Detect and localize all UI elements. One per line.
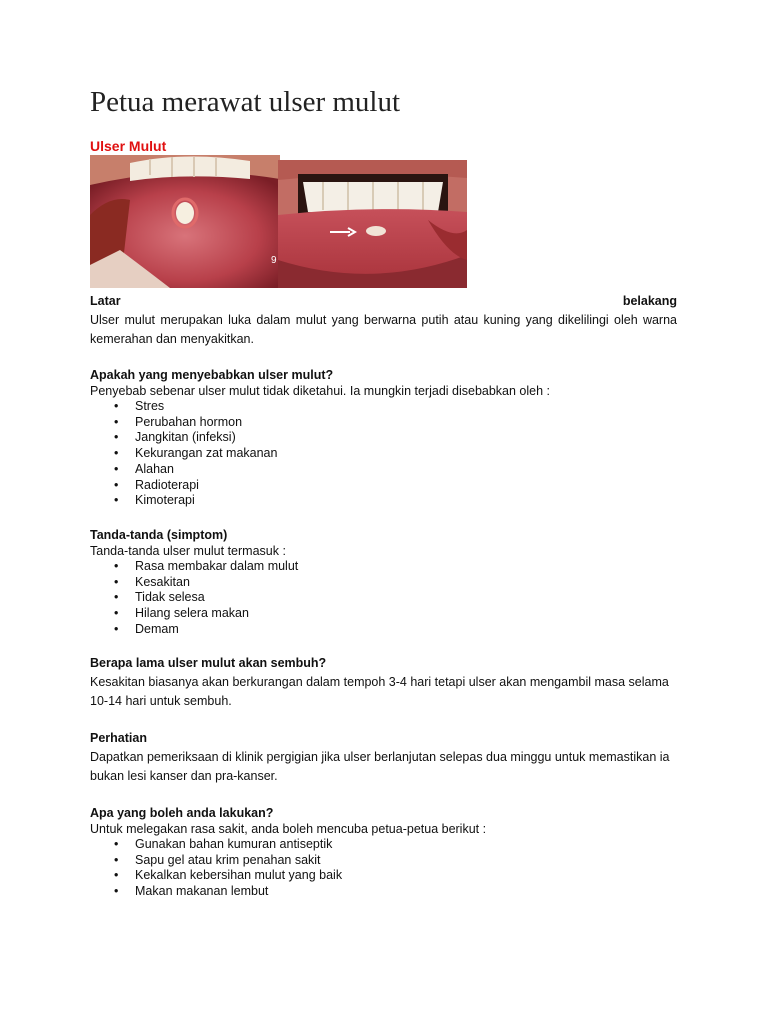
list-item: • Hilang selera makan [90,606,677,622]
list-item: • Alahan [90,462,677,478]
causes-list [90,399,677,509]
list-item: • Jangkitan (infeksi) [90,430,677,446]
photo-number-label: 9 [271,255,277,266]
actions-intro: Untuk melegakan rasa sakit, anda boleh mencuba petua-petua berikut : [90,822,487,836]
symptoms-section [90,527,677,638]
background-label-left: Latar [90,294,121,308]
background-section [90,292,677,349]
actions-heading: Apa yang boleh anda lakukan? [90,806,274,820]
list-item: • Gunakan bahan kumuran antiseptik [90,837,677,853]
list-item: • Sapu gel atau krim penahan sakit [90,853,677,869]
symptoms-heading: Tanda-tanda (simptom) [90,528,228,542]
healing-heading: Berapa lama ulser mulut akan sembuh? [90,656,327,670]
list-item: • Kesakitan [90,575,677,591]
background-heading [90,292,677,311]
list-item: • Perubahan hormon [90,415,677,431]
attention-text: Dapatkan pemeriksaan di klinik pergigian jika ulser berlanjutan selepas dua minggu untuk memastikan ia bukan lesi kanser dan pra-kanser. [90,750,670,783]
section-subtitle: Ulser Mulut [90,138,167,154]
actions-list [90,837,677,900]
list-item: • Demam [90,622,677,638]
ulcer-photo-lower-lip [90,155,280,288]
attention-section [90,730,677,786]
background-label-right: belakang [622,294,677,308]
symptoms-intro: Tanda-tanda ulser mulut termasuk : [90,544,286,558]
actions-section [90,805,677,900]
attention-heading: Perhatian [90,731,147,745]
list-item: • Radioterapi [90,478,677,494]
causes-intro: Penyebab sebenar ulser mulut tidak diketahui. Ia mungkin terjadi disebabkan oleh : [90,384,551,398]
symptoms-list [90,559,677,638]
causes-heading: Apakah yang menyebabkan ulser mulut? [90,368,334,382]
causes-section [90,367,677,509]
ulcer-photos [90,155,467,288]
list-item: • Kekalkan kebersihan mulut yang baik [90,868,677,884]
list-item: • Kimoterapi [90,493,677,509]
list-item: • Makan makanan lembut [90,884,677,900]
page-title: Petua merawat ulser mulut [90,86,401,118]
list-item: • Tidak selesa [90,590,677,606]
list-item: • Stres [90,399,677,415]
ulcer-photo-inner-lip [278,160,467,288]
healing-section [90,655,677,711]
background-text: Ulser mulut merupakan luka dalam mulut yang berwarna putih atau kuning yang dikelilingi oleh warna kemerahan dan menyakitkan. [90,313,677,346]
list-item: • Rasa membakar dalam mulut [90,559,677,575]
healing-text: Kesakitan biasanya akan berkurangan dalam tempoh 3-4 hari tetapi ulser akan mengambil masa selama 10-14 hari untuk sembuh. [90,675,669,708]
list-item: • Kekurangan zat makanan [90,446,677,462]
